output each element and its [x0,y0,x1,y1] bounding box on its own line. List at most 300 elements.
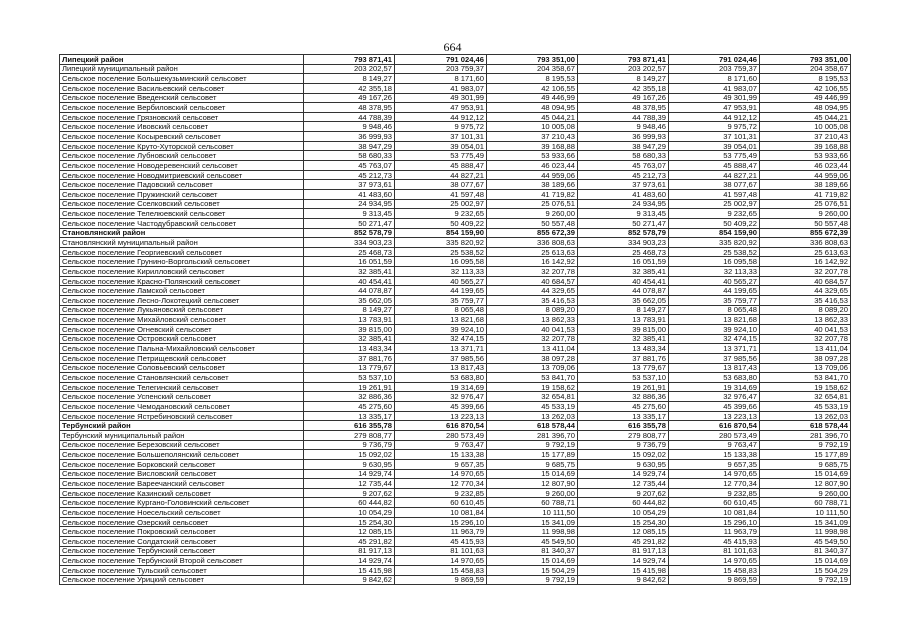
row-value: 25 538,52 [669,247,760,257]
row-value: 60 444,82 [304,498,395,508]
row-value: 19 158,62 [760,382,851,392]
row-value: 38 189,66 [487,180,578,190]
table-row [60,315,851,325]
row-name: Сельское поселение Частодубравский сельсовет [60,218,304,228]
row-value: 46 023,44 [760,161,851,171]
row-value: 53 537,10 [304,373,395,383]
row-value: 203 202,57 [304,64,395,74]
row-value: 44 329,65 [760,286,851,296]
row-name: Сельское поселение Новодмитриевский сельсовет [60,170,304,180]
row-value: 42 355,18 [304,83,395,93]
row-value: 44 912,12 [669,112,760,122]
row-name: Сельское поселение Грязновский сельсовет [60,112,304,122]
table-row [60,170,851,180]
row-value: 14 970,65 [395,469,487,479]
row-value: 25 613,63 [487,247,578,257]
row-name: Сельское поселение Петрищевский сельсовет [60,353,304,363]
row-value: 9 763,47 [395,440,487,450]
row-value: 8 195,53 [487,74,578,84]
municipal-row [60,64,851,74]
row-value: 60 610,45 [669,498,760,508]
row-value: 9 842,62 [304,575,395,585]
row-name: Сельское поселение Ноеcельский сельсовет [60,508,304,518]
row-value: 15 014,69 [487,469,578,479]
row-value: 48 378,95 [578,103,669,113]
row-value: 50 409,22 [395,218,487,228]
row-value: 9 975,72 [669,122,760,132]
row-value: 15 296,10 [395,517,487,527]
row-value: 9 657,35 [395,459,487,469]
row-value: 81 101,63 [395,546,487,556]
row-value: 9 630,95 [578,459,669,469]
row-value: 49 301,99 [669,93,760,103]
row-value: 39 924,10 [395,324,487,334]
table-row [60,353,851,363]
row-name: Сельское поселение Михайловский сельсовет [60,315,304,325]
row-value: 32 474,15 [669,334,760,344]
row-value: 37 881,76 [304,353,395,363]
row-value: 37 985,56 [395,353,487,363]
row-value: 8 171,60 [669,74,760,84]
row-name: Сельское поселение Озерский сельсовет [60,517,304,527]
row-value: 41 483,60 [304,189,395,199]
row-value: 8 065,48 [669,305,760,315]
row-name: Сельское поселение Тербунский сельсовет [60,546,304,556]
row-name: Сельское поселение Борковский сельсовет [60,459,304,469]
row-value: 25 076,51 [487,199,578,209]
row-value: 40 454,41 [578,276,669,286]
row-value: 13 821,68 [395,315,487,325]
row-value: 45 763,07 [304,161,395,171]
row-value: 15 014,69 [487,556,578,566]
table-row [60,479,851,489]
row-value: 15 133,38 [395,450,487,460]
row-value: 32 113,33 [395,267,487,277]
row-value: 15 341,09 [487,517,578,527]
row-value: 9 792,19 [487,440,578,450]
row-name: Сельское поселение Грунинo-Воргольский сельсовет [60,257,304,267]
row-value: 9 763,47 [669,440,760,450]
table-row [60,556,851,566]
row-value: 14 929,74 [304,469,395,479]
row-value: 15 133,38 [669,450,760,460]
row-value: 8 195,53 [760,74,851,84]
row-value: 58 680,33 [578,151,669,161]
row-value: 49 167,26 [578,93,669,103]
row-value: 793 871,41 [578,55,669,65]
table-row [60,296,851,306]
row-value: 32 207,78 [760,267,851,277]
row-value: 10 005,08 [760,122,851,132]
row-value: 45 291,82 [304,537,395,547]
row-value: 32 385,41 [578,334,669,344]
row-name: Сельское поселение Кириллoвский сельсовет [60,267,304,277]
row-value: 9 869,59 [395,575,487,585]
row-value: 48 094,95 [487,103,578,113]
row-value: 50 271,47 [578,218,669,228]
row-value: 8 065,48 [395,305,487,315]
row-value: 32 654,81 [487,392,578,402]
row-name: Сельское поселение Телегинский сельсовет [60,382,304,392]
row-name: Сельское поселение Солдатский сельсовет [60,537,304,547]
row-value: 9 260,00 [487,209,578,219]
row-value: 14 970,65 [669,556,760,566]
row-value: 12 770,34 [669,479,760,489]
row-value: 9 948,46 [578,122,669,132]
municipal-row [60,238,851,248]
row-value: 25 002,97 [669,199,760,209]
row-value: 13 483,34 [304,344,395,354]
table-row [60,305,851,315]
row-name: Сельское поселение Косыревский сельсовет [60,132,304,142]
row-name: Сельское поселение Большеполянский сельсовет [60,450,304,460]
row-value: 50 557,48 [760,218,851,228]
row-value: 13 862,33 [760,315,851,325]
row-value: 204 358,67 [760,64,851,74]
row-value: 9 232,65 [669,209,760,219]
row-value: 50 409,22 [669,218,760,228]
row-value: 40 565,27 [669,276,760,286]
row-value: 15 092,02 [578,450,669,460]
row-value: 49 446,99 [487,93,578,103]
row-value: 15 415,98 [304,565,395,575]
table-row [60,344,851,354]
row-value: 44 199,65 [669,286,760,296]
row-value: 60 788,71 [760,498,851,508]
row-value: 13 223,13 [395,411,487,421]
row-value: 15 254,30 [304,517,395,527]
row-value: 25 076,51 [760,199,851,209]
row-value: 41 983,07 [669,83,760,93]
budget-table-body [60,55,851,585]
row-value: 855 672,39 [760,228,851,238]
table-row [60,546,851,556]
row-value: 13 709,06 [760,363,851,373]
row-value: 48 378,95 [304,103,395,113]
table-row [60,498,851,508]
row-name: Сельское поселение Становлянский сельсовет [60,373,304,383]
row-name: Сельское поселение Березовский сельсовет [60,440,304,450]
row-value: 13 262,03 [487,411,578,421]
row-value: 45 763,07 [578,161,669,171]
row-value: 8 171,60 [395,74,487,84]
row-value: 45 399,66 [395,402,487,412]
row-value: 45 533,19 [487,402,578,412]
district-row [60,55,851,65]
row-value: 13 411,04 [487,344,578,354]
row-value: 40 565,27 [395,276,487,286]
row-value: 32 474,15 [395,334,487,344]
row-value: 53 683,80 [395,373,487,383]
row-value: 203 759,37 [395,64,487,74]
table-row [60,257,851,267]
row-value: 81 340,37 [487,546,578,556]
row-value: 14 970,65 [395,556,487,566]
row-value: 38 097,28 [487,353,578,363]
table-row [60,363,851,373]
row-value: 19 314,69 [395,382,487,392]
row-name: Сельское поселение Вареечанский сельсовет [60,479,304,489]
row-name: Сельское поселение Круто-Хуторской сельсовет [60,141,304,151]
row-value: 41 597,48 [395,189,487,199]
row-value: 32 113,33 [669,267,760,277]
row-value: 42 106,55 [760,83,851,93]
row-value: 9 207,62 [578,488,669,498]
row-value: 44 959,06 [760,170,851,180]
row-value: 13 411,04 [760,344,851,354]
row-value: 15 458,83 [395,565,487,575]
row-value: 81 917,13 [578,546,669,556]
table-row [60,450,851,460]
row-value: 49 301,99 [395,93,487,103]
row-name: Сельское поселение Лесно-Локотецкий сельсовет [60,296,304,306]
row-value: 13 223,13 [669,411,760,421]
table-row [60,247,851,257]
row-value: 47 953,91 [395,103,487,113]
row-name: Сельское поселение Чемодановский сельсовет [60,402,304,412]
row-value: 13 483,34 [578,344,669,354]
table-row [60,141,851,151]
row-value: 15 014,69 [760,469,851,479]
page-number: 664 [443,40,462,54]
row-value: 11 998,98 [760,527,851,537]
table-row [60,180,851,190]
row-value: 336 808,63 [760,238,851,248]
row-name: Становлянский район [60,228,304,238]
row-value: 44 959,06 [487,170,578,180]
row-name: Сельское поселение Пальна-Михайловский сельсовет [60,344,304,354]
row-value: 38 097,28 [760,353,851,363]
row-value: 854 159,90 [669,228,760,238]
row-value: 60 610,45 [395,498,487,508]
row-value: 15 092,02 [304,450,395,460]
row-value: 280 573,49 [669,430,760,440]
row-value: 39 054,01 [669,141,760,151]
row-value: 12 770,34 [395,479,487,489]
row-value: 40 454,41 [304,276,395,286]
row-value: 45 212,73 [304,170,395,180]
table-row [60,286,851,296]
row-value: 12 085,15 [578,527,669,537]
budget-table [59,54,851,585]
row-value: 334 903,23 [578,238,669,248]
row-value: 616 870,54 [669,421,760,431]
row-value: 81 917,13 [304,546,395,556]
row-value: 281 396,70 [760,430,851,440]
row-value: 39 924,10 [669,324,760,334]
table-row [60,537,851,547]
row-value: 35 759,77 [669,296,760,306]
row-value: 32 385,41 [304,267,395,277]
row-name: Сельское поселение Большекузьминский сельсовет [60,74,304,84]
row-value: 16 095,58 [395,257,487,267]
row-value: 10 054,29 [578,508,669,518]
row-value: 44 078,87 [578,286,669,296]
row-value: 10 111,50 [487,508,578,518]
row-value: 44 912,12 [395,112,487,122]
row-value: 11 963,79 [395,527,487,537]
row-name: Сельское поселение Введенский сельсовет [60,93,304,103]
row-value: 854 159,90 [395,228,487,238]
row-value: 10 054,29 [304,508,395,518]
row-value: 15 177,89 [487,450,578,460]
row-value: 41 597,48 [669,189,760,199]
row-value: 14 929,74 [578,469,669,479]
row-value: 16 051,59 [578,257,669,267]
row-value: 45 212,73 [578,170,669,180]
row-value: 203 759,37 [669,64,760,74]
row-value: 36 999,93 [578,132,669,142]
row-value: 9 313,45 [304,209,395,219]
row-value: 13 862,33 [487,315,578,325]
row-name: Сельское поселение Ламской сельсовет [60,286,304,296]
table-row [60,209,851,219]
row-value: 45 044,21 [760,112,851,122]
row-value: 53 933,66 [760,151,851,161]
row-value: 45 291,82 [578,537,669,547]
row-value: 44 827,21 [669,170,760,180]
row-value: 44 078,87 [304,286,395,296]
row-value: 279 808,77 [578,430,669,440]
row-value: 852 578,79 [304,228,395,238]
row-value: 15 458,83 [669,565,760,575]
row-value: 35 416,53 [487,296,578,306]
row-name: Сельское поселение Новодеревенский сельсовет [60,161,304,171]
row-value: 13 335,17 [578,411,669,421]
row-value: 53 841,70 [487,373,578,383]
row-value: 10 111,50 [760,508,851,518]
row-name: Сельское поселение Лукьяновский сельсовет [60,305,304,315]
row-name: Сельское поселение Вербиловский сельсовет [60,103,304,113]
table-row [60,199,851,209]
row-value: 45 275,60 [304,402,395,412]
row-value: 53 683,80 [669,373,760,383]
row-value: 16 051,59 [304,257,395,267]
row-value: 13 821,68 [669,315,760,325]
row-value: 42 355,18 [578,83,669,93]
row-value: 48 094,95 [760,103,851,113]
row-value: 42 106,55 [487,83,578,93]
row-value: 12 735,44 [578,479,669,489]
table-row [60,488,851,498]
table-row [60,324,851,334]
table-row [60,527,851,537]
row-value: 11 963,79 [669,527,760,537]
row-value: 37 881,76 [578,353,669,363]
row-value: 40 684,57 [487,276,578,286]
row-value: 81 340,37 [760,546,851,556]
row-value: 37 973,61 [578,180,669,190]
row-value: 13 371,71 [395,344,487,354]
row-value: 9 260,00 [760,488,851,498]
row-value: 9 232,85 [395,488,487,498]
municipal-row [60,430,851,440]
row-value: 8 149,27 [304,305,395,315]
table-row [60,565,851,575]
table-row [60,161,851,171]
row-value: 32 385,41 [304,334,395,344]
row-value: 8 149,27 [578,305,669,315]
row-value: 40 041,53 [487,324,578,334]
row-value: 15 415,98 [578,565,669,575]
row-value: 45 044,21 [487,112,578,122]
row-value: 47 953,91 [669,103,760,113]
row-name: Сельское поселение Лубновский сельсовет [60,151,304,161]
table-row [60,83,851,93]
row-value: 13 779,67 [304,363,395,373]
row-value: 41 719,82 [760,189,851,199]
row-value: 32 207,78 [487,267,578,277]
row-name: Тербунский муниципальный район [60,430,304,440]
row-value: 618 578,44 [760,421,851,431]
row-value: 616 355,78 [578,421,669,431]
row-value: 49 167,26 [304,93,395,103]
row-value: 13 783,91 [578,315,669,325]
row-value: 37 973,61 [304,180,395,190]
row-value: 25 002,97 [395,199,487,209]
table-row [60,459,851,469]
row-value: 12 807,90 [760,479,851,489]
row-value: 12 085,15 [304,527,395,537]
row-value: 36 999,93 [304,132,395,142]
row-value: 10 005,08 [487,122,578,132]
row-value: 45 549,50 [760,537,851,547]
row-value: 25 538,52 [395,247,487,257]
row-value: 204 358,67 [487,64,578,74]
row-value: 35 662,05 [304,296,395,306]
row-value: 10 081,84 [669,508,760,518]
row-value: 10 081,84 [395,508,487,518]
row-name: Становлянский муниципальный район [60,238,304,248]
row-value: 38 947,29 [304,141,395,151]
row-value: 35 416,53 [760,296,851,306]
row-value: 53 841,70 [760,373,851,383]
row-value: 13 817,43 [395,363,487,373]
row-name: Сельское поселение Телелюевский сельсовет [60,209,304,219]
row-name: Сельское поселение Тербунский Второй сельсовет [60,556,304,566]
row-name: Сельское поселение Казинский сельсовет [60,488,304,498]
row-value: 336 808,63 [487,238,578,248]
row-name: Липецкий муниципальный район [60,64,304,74]
table-row [60,112,851,122]
row-value: 32 886,36 [578,392,669,402]
row-value: 12 807,90 [487,479,578,489]
row-value: 8 149,27 [304,74,395,84]
row-value: 53 775,49 [395,151,487,161]
row-value: 9 948,46 [304,122,395,132]
table-row [60,373,851,383]
row-value: 25 468,73 [304,247,395,257]
row-value: 9 657,35 [669,459,760,469]
row-value: 46 023,44 [487,161,578,171]
row-value: 9 260,00 [487,488,578,498]
row-value: 45 415,93 [395,537,487,547]
row-value: 45 549,50 [487,537,578,547]
row-value: 9 869,59 [669,575,760,585]
table-row [60,392,851,402]
row-value: 81 101,63 [669,546,760,556]
row-value: 58 680,33 [304,151,395,161]
row-value: 39 054,01 [395,141,487,151]
row-value: 49 446,99 [760,93,851,103]
row-value: 35 759,77 [395,296,487,306]
row-value: 335 820,92 [395,238,487,248]
row-value: 44 329,65 [487,286,578,296]
row-value: 32 385,41 [578,267,669,277]
row-value: 9 685,75 [487,459,578,469]
row-value: 41 983,07 [395,83,487,93]
row-value: 13 779,67 [578,363,669,373]
